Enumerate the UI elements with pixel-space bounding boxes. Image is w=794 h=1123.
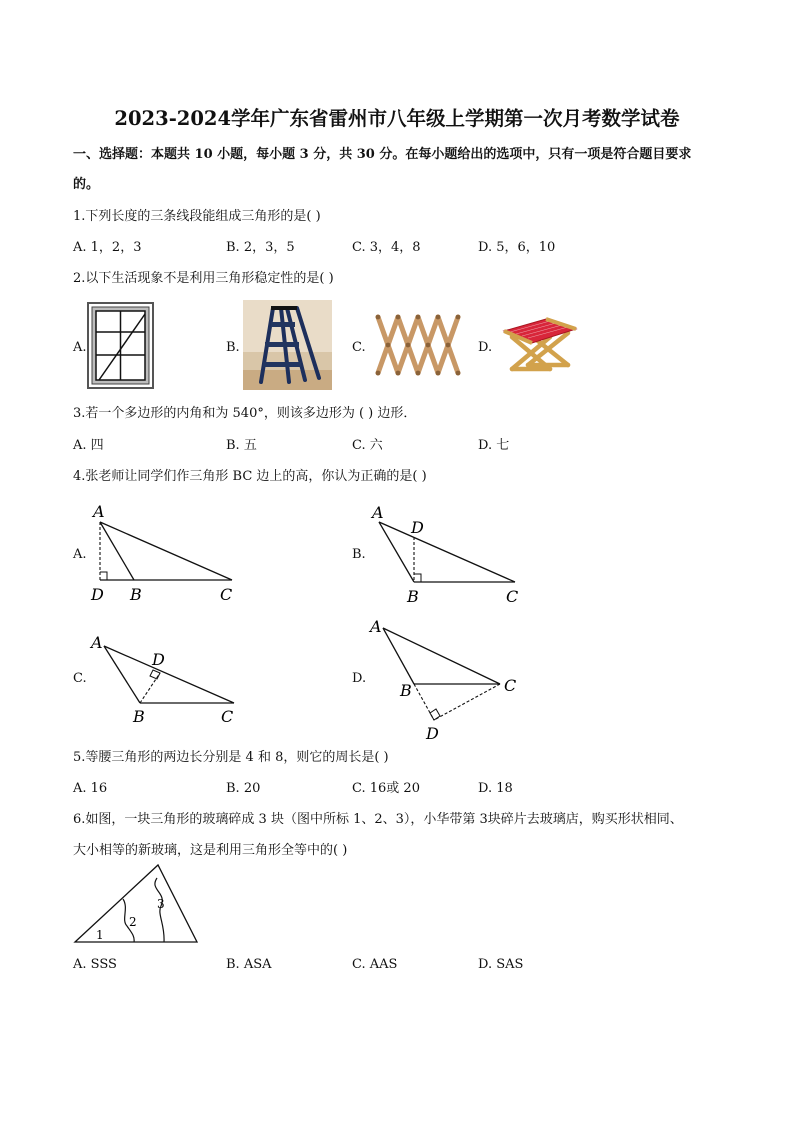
q4-figure-c: [86, 628, 246, 728]
vertex-b-label: B: [130, 585, 142, 604]
q4-figure-d: [365, 615, 525, 743]
q1-option-d: D. 5，6，10: [478, 240, 556, 255]
vertex-d-label: D: [152, 650, 165, 669]
q6-option-d: D. SAS: [478, 957, 524, 972]
vertex-b-label: B: [407, 587, 419, 606]
q6-stem-line2: 大小相等的新玻璃，这是利用三角形全等中的( ): [73, 843, 348, 858]
q5-option-c: C. 16或 20: [352, 781, 420, 796]
q3-option-b: B. 五: [226, 438, 257, 453]
piece-2-label: 2: [129, 915, 137, 929]
q4-option-a: A.: [73, 547, 87, 562]
vertex-c-label: C: [504, 676, 517, 695]
q5-option-d: D. 18: [478, 781, 513, 796]
q4-stem: 4.张老师让同学们作三角形 BC 边上的高，你认为正确的是( ): [73, 469, 427, 484]
q6-stem-line1: 6.如图，一块三角形的玻璃碎成 3 块（图中所标 1、2、3），小华带第 3块碎片去玻璃店，购买形状相同、: [73, 812, 683, 827]
q2-stem: 2.以下生活现象不是利用三角形稳定性的是( ): [73, 271, 334, 286]
vertex-a-label: A: [93, 502, 105, 521]
q1-option-a: A. 1，2，3: [73, 240, 142, 255]
q4-option-d: D.: [352, 671, 367, 686]
vertex-d-label: D: [426, 724, 439, 743]
q1-option-c: C. 3，4，8: [352, 240, 421, 255]
expandable-rack-picture: [372, 311, 464, 379]
q6-option-c: C. AAS: [352, 957, 398, 972]
window-frame-picture: [87, 302, 154, 389]
q3-option-a: A. 四: [73, 438, 104, 453]
page-title: 2023-2024学年广东省雷州市八年级上学期第一次月考数学试卷: [114, 107, 680, 130]
q6-option-b: B. ASA: [226, 957, 272, 972]
section-header-line2: 的。: [73, 177, 100, 192]
q4-figure-a: [86, 500, 246, 605]
section-header-line1: 一、选择题：本题共 10 小题，每小题 3 分，共 30 分。在每小题给出的选项中，只有一项是符合题目要求: [73, 147, 692, 162]
vertex-d-label: D: [91, 585, 104, 604]
q4-option-c: C.: [73, 671, 87, 686]
q4-figure-b: [365, 500, 535, 608]
q1-option-b: B. 2，3，5: [226, 240, 295, 255]
q5-option-a: A. 16: [73, 781, 108, 796]
q6-option-a: A. SSS: [73, 957, 117, 972]
vertex-a-label: A: [372, 503, 384, 522]
vertex-c-label: C: [506, 587, 519, 606]
q5-option-b: B. 20: [226, 781, 261, 796]
piece-1-label: 1: [96, 928, 104, 942]
broken-glass-figure: [73, 862, 201, 946]
vertex-d-label: D: [411, 518, 424, 537]
folding-stool-picture: [498, 315, 578, 375]
q4-option-b: B.: [352, 547, 366, 562]
piece-3-label: 3: [157, 897, 165, 911]
q2-option-a: A.: [73, 340, 87, 355]
q3-option-c: C. 六: [352, 438, 383, 453]
vertex-a-label: A: [370, 617, 382, 636]
vertex-c-label: C: [220, 585, 233, 604]
vertex-b-label: B: [133, 707, 145, 726]
folding-ladder-picture: [243, 300, 332, 390]
vertex-a-label: A: [91, 633, 103, 652]
q5-stem: 5.等腰三角形的两边长分别是 4 和 8，则它的周长是( ): [73, 750, 389, 765]
q3-stem: 3.若一个多边形的内角和为 540°，则该多边形为 ( ) 边形．: [73, 406, 417, 421]
q2-option-c: C.: [352, 340, 366, 355]
vertex-b-label: B: [400, 681, 412, 700]
vertex-c-label: C: [221, 707, 234, 726]
q3-option-d: D. 七: [478, 438, 510, 453]
q2-option-b: B.: [226, 340, 240, 355]
q2-option-d: D.: [478, 340, 493, 355]
q1-stem: 1.下列长度的三条线段能组成三角形的是( ): [73, 209, 321, 224]
